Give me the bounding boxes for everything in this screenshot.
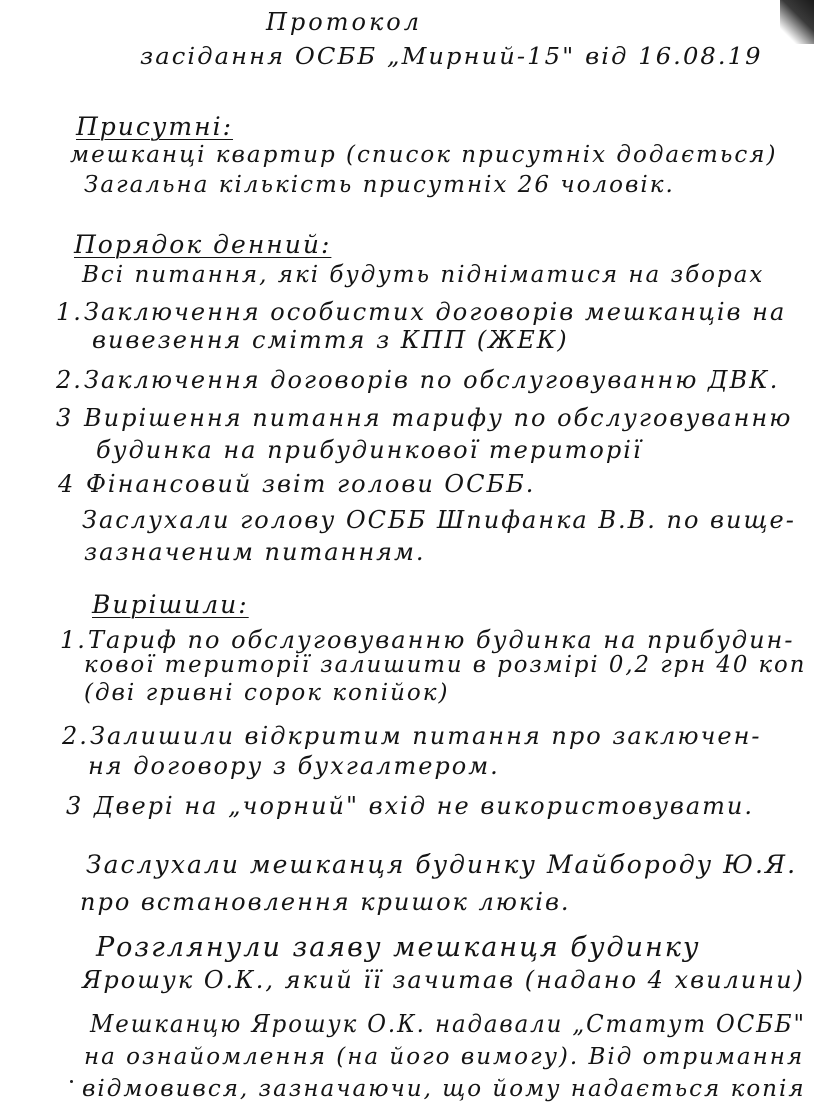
agenda-item-4 [58,470,535,498]
decided-item-text: Залишили відкритим питання про заключен- [90,722,762,750]
decided-item-1-cont: кової території залишити в розмірі 0,2 грн 40 коп [84,652,807,678]
decided-item-number: 3 [66,792,84,820]
heard2-line-1: Заслухали мешканця будинку Майбороду Ю.Я. [86,850,798,879]
ink-dot [70,1080,73,1083]
agenda-item-number: 2. [56,366,83,394]
heard-line-2: зазначеним питанням. [84,538,426,566]
considered-line-5: відмовився, зазначаючи, що йому надається копія [82,1076,806,1102]
agenda-item-number: 4 [58,470,76,498]
considered-line-1: Розглянули заяву мешканця будинку [96,932,701,963]
agenda-item-text: Вирішення питання тарифу по обслуговуванню [84,404,793,432]
considered-line-4: на ознайомлення (на його вимогу). Від отримання [84,1044,805,1070]
present-heading: Присутні: [76,112,234,141]
decided-item-number: 1. [60,626,87,654]
doc-title: Протокол [266,8,423,36]
decided-heading: Вирішили: [92,590,249,619]
agenda-item-1-cont: вивезення сміття з КПП (ЖЕК) [92,326,569,354]
agenda-item-text: Фінансовий звіт голови ОСББ. [86,470,536,498]
agenda-item-text: Заключення договорів по обслуговуванню ДВК. [84,366,780,394]
decided-item-number: 2. [62,722,89,750]
heard2-line-2: про встановлення кришок люків. [80,888,571,916]
heard-line-1: Заслухали голову ОСББ Шпифанка В.В. по вище- [82,506,796,534]
decided-item-text: Тариф по обслуговуванню будинка на прибудин- [88,626,795,654]
doc-subtitle: засідання ОСББ „Мирний-15" від 16.08.19 [140,44,763,70]
decided-item-text: Двері на „чорний" вхід не використовувати. [94,792,755,820]
agenda-heading: Порядок денний: [74,230,332,259]
considered-line-2: Ярошук О.К., який її зачитав (надано 4 хвилини) [82,966,805,994]
agenda-item-3 [56,404,792,432]
scan-corner-shadow [780,0,814,44]
agenda-item-text: Заключення особистих договорів мешканців на [84,298,787,326]
decided-item-2 [62,722,762,750]
present-line-2: Загальна кількість присутніх 26 чоловік. [84,172,675,198]
decided-item-3 [66,792,754,820]
agenda-item-1 [56,298,786,326]
decided-item-2-cont: ня договору з бухгалтером. [88,752,500,780]
agenda-item-3-cont: будинка на прибудинкової території [96,436,643,464]
agenda-item-number: 1. [56,298,83,326]
agenda-intro: Всі питання, які будуть підніматися на зборах [82,262,765,288]
decided-item-1-cont2: (дві гривні сорок копійок) [84,680,450,706]
agenda-item-2 [56,366,779,394]
agenda-item-number: 3 [56,404,74,432]
decided-item-1 [60,626,794,654]
present-line-1: мешканці квартир (список присутніх додається) [70,142,778,168]
considered-line-3: Мешканцю Ярошук О.К. надавали „Статут ОСББ" [90,1010,806,1038]
